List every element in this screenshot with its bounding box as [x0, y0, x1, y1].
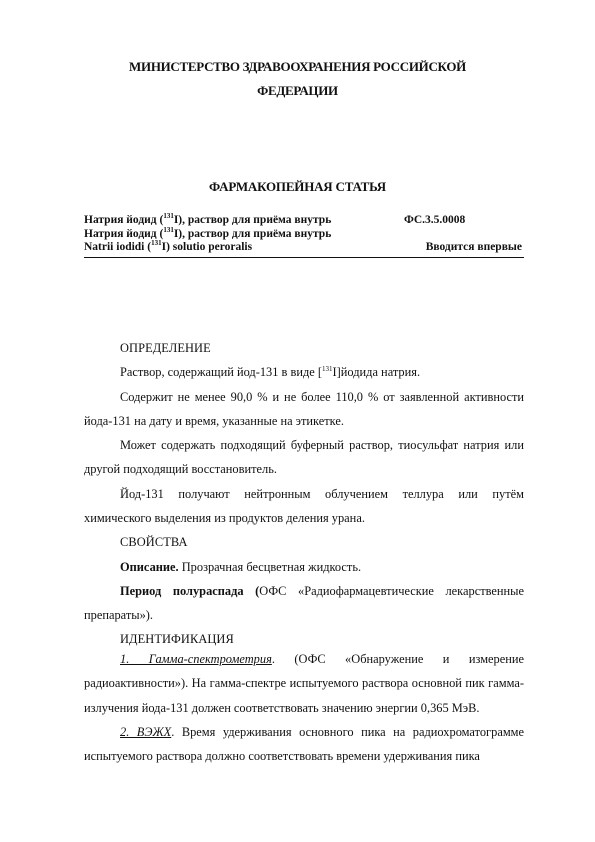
definition-heading: ОПРЕДЕЛЕНИЕ — [120, 341, 211, 355]
definition-paragraph-1: Раствор, содержащий йод-131 в виде [$^{131}$I]йодида натрия. — [120, 365, 421, 380]
ministry-line-2: ФЕДЕРАЦИИ — [257, 83, 338, 98]
halflife-paragraph: Период полураспада (ОФС «Радиофармацевтические лекарственные препараты»). — [84, 583, 524, 623]
description-paragraph: Описание. Прозрачная бесцветная жидкость. — [120, 559, 362, 574]
header-row-2 — [84, 225, 524, 241]
header-row-3 — [84, 241, 524, 258]
header-row-1 — [84, 214, 524, 227]
name-latin: Natrii iodidi ($^{131}$I) solutio peroralis — [84, 239, 253, 253]
article-body — [84, 336, 524, 769]
identification-heading: ИДЕНТИФИКАЦИЯ — [120, 631, 234, 646]
article-header — [84, 214, 524, 258]
ministry-line-1: МИНИСТЕРСТВО ЗДРАВООХРАНЕНИЯ РОССИЙСКОЙ — [129, 59, 466, 74]
definition-paragraph-2: Содержит не менее 90,0 % и не более 110,0 % от заявленной активности йода-131 на дату и время, указанные на этикетке. — [84, 389, 524, 428]
name-russian-1: Натрия йодид ($^{131}$I), раствор для приёма внутрь — [84, 212, 332, 226]
identification-2-paragraph: 2. ВЭЖХ. Время удерживания основного пика на радиохроматограмме испытуемого раствора должно соответствовать времени удерживания пика — [84, 724, 524, 764]
properties-heading: СВОЙСТВА — [120, 535, 188, 550]
ministry-heading — [70, 55, 525, 103]
name-russian-2: Натрия йодид ($^{131}$I), раствор для приёма внутрь — [84, 225, 332, 240]
definition-paragraph-3: Может содержать подходящий буферный раствор, тиосульфат натрия или другой подходящий восстановитель. — [84, 438, 524, 477]
document-title: ФАРМАКОПЕЙНАЯ СТАТЬЯ — [209, 179, 386, 194]
status-text: Вводится впервые — [425, 241, 522, 253]
article-code: ФС.3.5.0008 — [404, 214, 466, 226]
definition-paragraph-4: Йод-131 получают нейтронным облучением теллура или путём химического выделения из продуктов деления урана. — [84, 486, 524, 526]
identification-1-paragraph: 1. Гамма-спектрометрия. (ОФС «Обнаружение и измерение радиоактивности»). На гамма-спектре испытуемого раствора основной пик гамма-излучения йода-131 должен соответствовать значению энергии 0,365 МэВ. — [84, 652, 524, 715]
